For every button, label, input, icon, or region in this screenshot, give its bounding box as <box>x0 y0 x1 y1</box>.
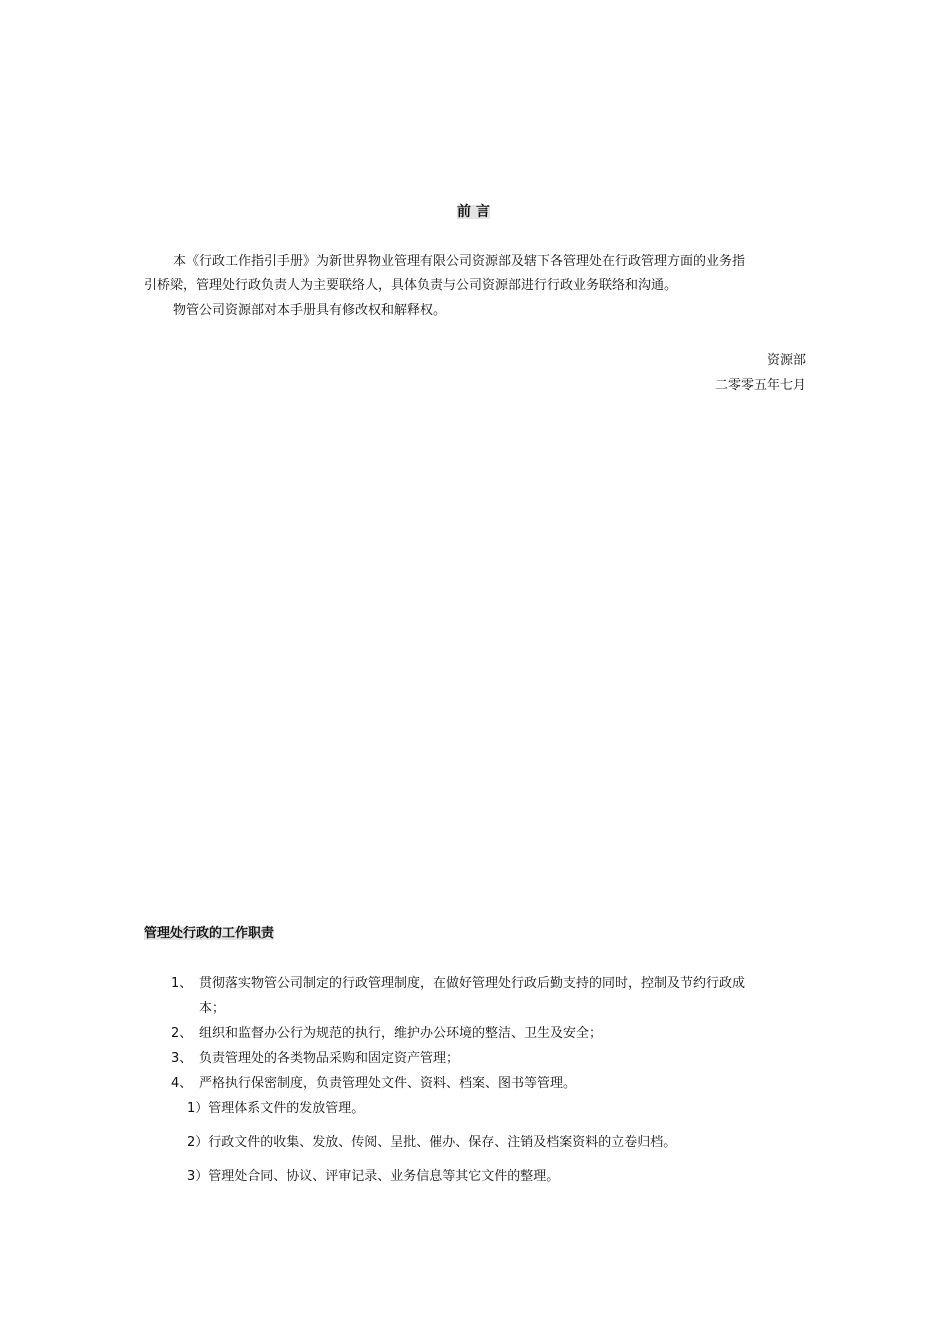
preface-paragraph-1-line-2: 引桥梁，管理处行政负责人为主要联络人，具体负责与公司资源部进行行政业务联络和沟通。 <box>144 278 678 293</box>
duty-number: 3、 <box>171 1051 193 1066</box>
duty-text: 贯彻落实物管公司制定的行政管理制度，在做好管理处行政后勤支持的同时，控制及节约行政成 <box>199 976 746 991</box>
duty-number: 4、 <box>171 1076 193 1091</box>
subitem-2: 2）行政文件的收集、发放、传阅、呈批、催办、保存、注销及档案资料的立卷归档。 <box>187 1135 677 1150</box>
preface-paragraph-1-line-1: 本《行政工作指引手册》为新世界物业管理有限公司资源部及辖下各管理处在行政管理方面的业务指 <box>173 254 746 269</box>
duties-heading: 管理处行政的工作职责 <box>144 926 275 941</box>
duty-text-continued: 本； <box>199 1001 226 1016</box>
duty-text: 组织和监督办公行为规范的执行，维护办公环境的整洁、卫生及安全； <box>199 1026 603 1041</box>
signature-date: 二零零五年七月 <box>714 378 806 393</box>
signature-department: 资源部 <box>766 353 806 368</box>
subitem-1: 1）管理体系文件的发放管理。 <box>187 1101 365 1116</box>
subitem-3: 3）管理处合同、协议、评审记录、业务信息等其它文件的整理。 <box>187 1169 560 1184</box>
duty-text: 负责管理处的各类物品采购和固定资产管理； <box>199 1051 460 1066</box>
preface-paragraph-2: 物管公司资源部对本手册具有修改权和解释权。 <box>173 303 447 318</box>
duty-number: 2、 <box>171 1026 193 1041</box>
duty-number: 1、 <box>171 976 193 991</box>
preface-title: 前 言 <box>457 204 490 220</box>
duty-text: 严格执行保密制度，负责管理处文件、资料、档案、图书等管理。 <box>199 1076 577 1091</box>
